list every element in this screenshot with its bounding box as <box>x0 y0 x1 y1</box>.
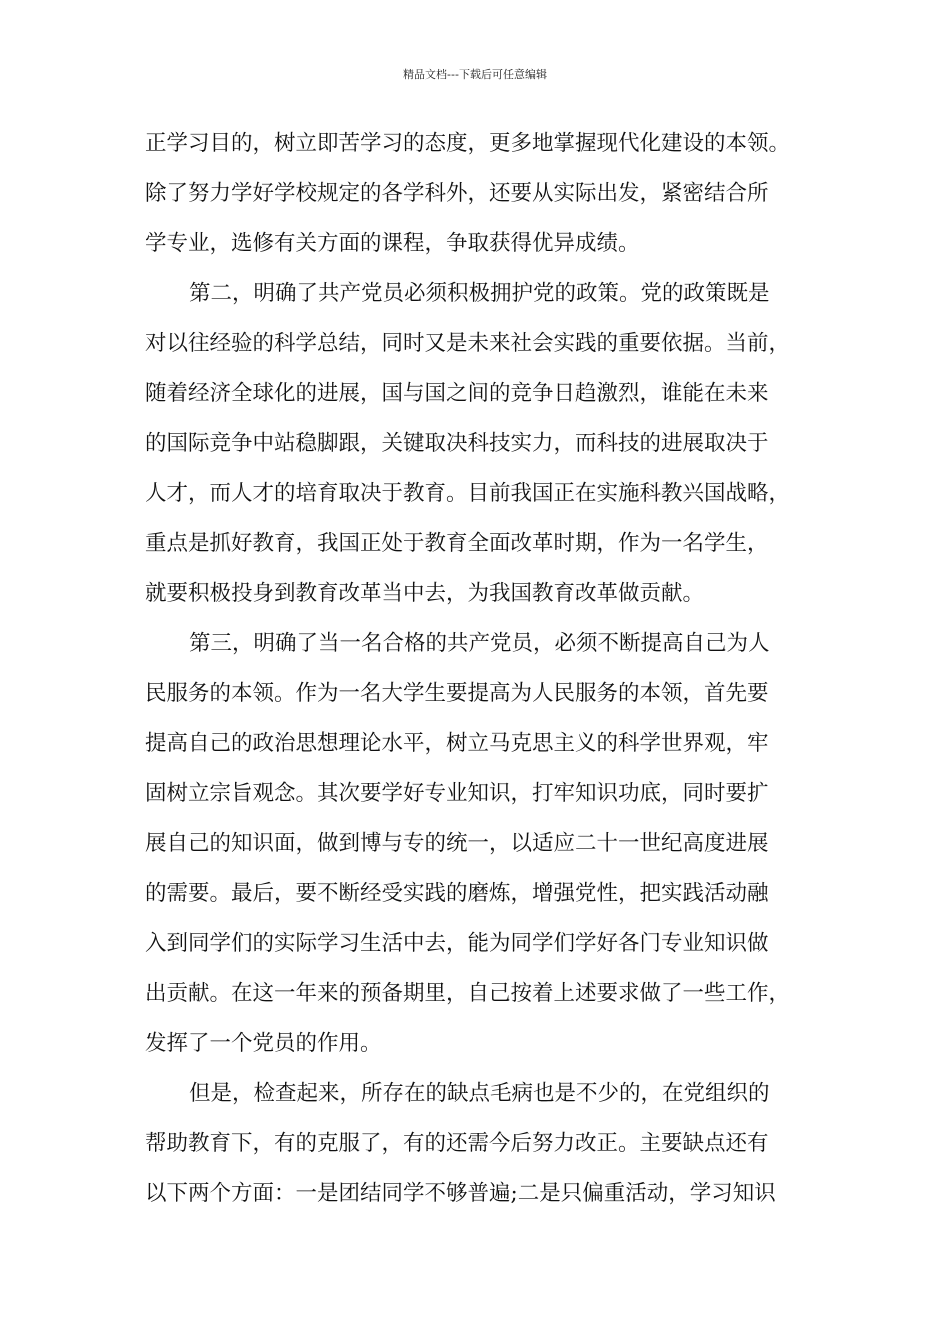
text-line: 发挥了一个党员的作用。 <box>145 1031 382 1056</box>
text-line: 出贡献。在这一年来的预备期里，自己按着上述要求做了一些工作， <box>145 981 791 1006</box>
text-line: 人才，而人才的培育取决于教育。目前我国正在实施科教兴国战略， <box>145 481 791 506</box>
paragraph-start-line: 但是，检查起来，所存在的缺点毛病也是不少的，在党组织的 <box>189 1081 770 1106</box>
text-line: 民服务的本领。作为一名大学生要提高为人民服务的本领，首先要 <box>145 681 769 706</box>
text-line: 帮助教育下，有的克服了，有的还需今后努力改正。主要缺点还有 <box>145 1131 769 1156</box>
text-line: 的需要。最后，要不断经受实践的磨炼，增强党性，把实践活动融 <box>145 881 769 906</box>
text-line: 学专业，选修有关方面的课程，争取获得优异成绩。 <box>145 231 640 256</box>
document-body <box>145 126 825 1226</box>
text-line: 重点是抓好教育，我国正处于教育全面改革时期，作为一名学生， <box>145 531 769 556</box>
text-line: 以下两个方面：一是团结同学不够普遍;二是只偏重活动，学习知识 <box>145 1181 776 1206</box>
text-line: 就要积极投身到教育改革当中去，为我国教育改革做贡献。 <box>145 581 705 606</box>
paragraph-start-line: 第三，明确了当一名合格的共产党员，必须不断提高自己为人 <box>189 631 770 656</box>
text-line: 的国际竞争中站稳脚跟，关键取决科技实力，而科技的进展取决于 <box>145 431 769 456</box>
text-line: 正学习目的，树立即苦学习的态度，更多地掌握现代化建设的本领。 <box>145 131 791 156</box>
text-line: 提高自己的政治思想理论水平，树立马克思主义的科学世界观，牢 <box>145 731 769 756</box>
text-line: 入到同学们的实际学习生活中去，能为同学们学好各门专业知识做 <box>145 931 769 956</box>
text-line: 对以往经验的科学总结，同时又是未来社会实践的重要依据。当前， <box>145 331 791 356</box>
text-line: 随着经济全球化的进展，国与国之间的竞争日趋激烈，谁能在未来 <box>145 381 769 406</box>
page-header: 精品文档---下载后可任意编辑 <box>403 68 547 81</box>
text-line: 除了努力学好学校规定的各学科外，还要从实际出发，紧密结合所 <box>145 181 769 206</box>
text-line: 展自己的知识面，做到博与专的统一，以适应二十一世纪高度进展 <box>145 831 769 856</box>
paragraph-start-line: 第二，明确了共产党员必须积极拥护党的政策。党的政策既是 <box>189 281 770 306</box>
text-line: 固树立宗旨观念。其次要学好专业知识，打牢知识功底，同时要扩 <box>145 781 769 806</box>
